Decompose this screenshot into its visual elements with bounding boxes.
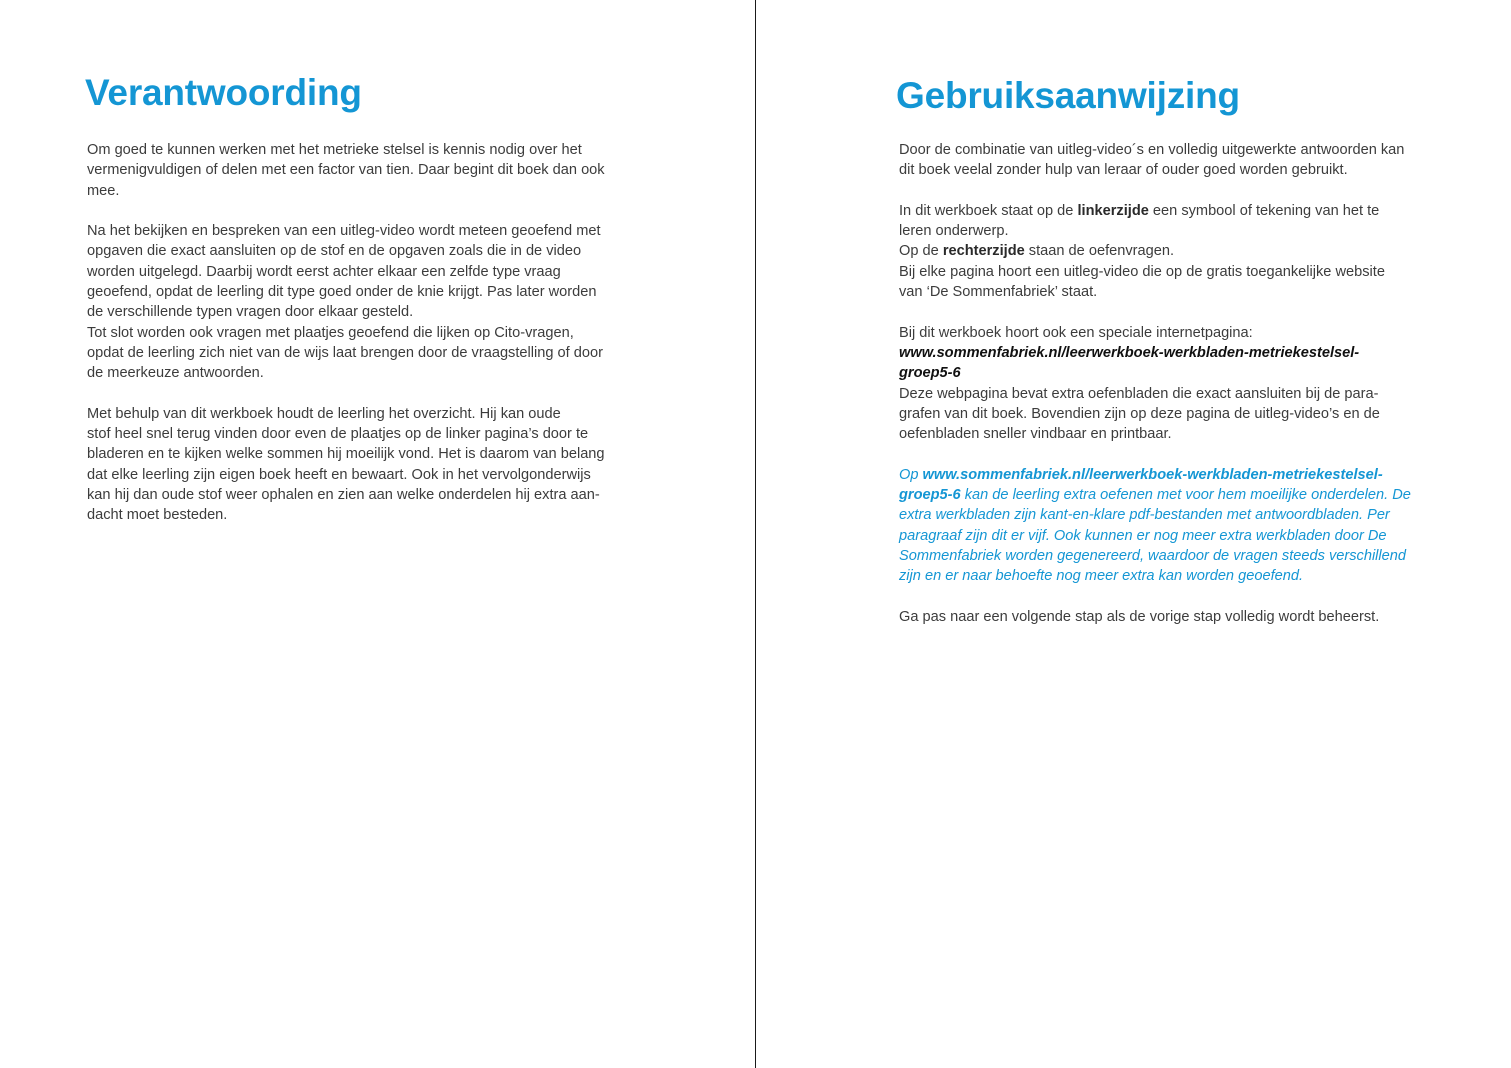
text-run: een symbool of tekening van het te — [1148, 202, 1380, 219]
paragraph — [899, 140, 1459, 181]
text-line: zijn en er naar behoefte nog meer extra kan worden geoefend. — [899, 568, 1304, 585]
url-text: groep5-6 — [899, 487, 961, 504]
text-line: Tot slot worden ook vragen met plaatjes geoefend die lijken op Cito-vragen, — [87, 324, 574, 341]
emphasis-rechterzijde: rechterzijde — [942, 243, 1025, 260]
text-line: geoefend, opdat de leerling dit type goed onder de knie krijgt. Pas later worden — [87, 284, 597, 301]
text-line: dit boek veelal zonder hulp van leraar of ouder goed worden gebruikt. — [899, 162, 1348, 179]
right-page — [756, 0, 1511, 1068]
text-run: Op — [899, 466, 923, 483]
left-page-body — [87, 140, 647, 526]
text-line — [899, 465, 1459, 485]
emphasis-linkerzijde: linkerzijde — [1077, 202, 1149, 219]
page-title: Gebruiksaanwijzing — [896, 75, 1240, 116]
text-line: Door de combinatie van uitleg-video´s en volledig uitgewerkte antwoorden kan — [899, 142, 1405, 158]
paragraph — [899, 323, 1459, 445]
text-line: dat elke leerling zijn eigen boek heeft en bewaart. Ook in het vervolgonderwijs — [87, 466, 591, 483]
text-line: extra werkbladen zijn kant-en-klare pdf-bestanden met antwoordbladen. Per — [899, 507, 1390, 524]
text-line: Sommenfabriek worden gegenereerd, waardoor de vragen steeds verschillend — [899, 547, 1407, 564]
text-line: paragraaf zijn dit er vijf. Ook kunnen er nog meer extra werkbladen door De — [899, 527, 1387, 544]
text-line — [899, 201, 1459, 221]
paragraph — [899, 607, 1459, 627]
text-line: worden uitgelegd. Daarbij wordt eerst achter elkaar een zelfde type vraag — [87, 263, 561, 280]
text-line: Na het bekijken en bespreken van een uitleg-video wordt meteen geoefend met — [87, 223, 601, 240]
text-line: de verschillende typen vragen door elkaar gesteld. — [87, 304, 414, 321]
url-text: groep5-6 — [899, 365, 961, 382]
left-page — [0, 0, 755, 1068]
paragraph — [87, 140, 647, 201]
text-line: dacht moet besteden. — [87, 507, 228, 524]
text-line: Met behulp van dit werkboek houdt de leerling het overzicht. Hij kan oude — [87, 405, 561, 422]
text-line: van ‘De Sommenfabriek’ staat. — [899, 284, 1098, 301]
text-line: leren onderwerp. — [899, 223, 1009, 240]
text-line: opgaven die exact aansluiten op de stof en de opgaven zoals die in de video — [87, 243, 582, 260]
text-line: grafen van dit boek. Bovendien zijn op deze pagina de uitleg-video’s en de — [899, 405, 1380, 422]
text-run: Op de — [899, 243, 943, 260]
text-line: Deze webpagina bevat extra oefenbladen die exact aansluiten bij de para- — [899, 385, 1379, 402]
paragraph — [87, 221, 647, 383]
text-line: Bij dit werkboek hoort ook een speciale internetpagina: — [899, 324, 1253, 341]
text-line: bladeren en te kijken welke sommen hij moeilijk vond. Het is daarom van belang — [87, 446, 605, 463]
right-page-body — [899, 140, 1459, 627]
text-line: opdat de leerling zich niet van de wijs laat brengen door de vraagstelling of door — [87, 344, 603, 361]
highlight-paragraph — [899, 465, 1459, 587]
text-line: kan hij dan oude stof weer ophalen en zien aan welke onderdelen hij extra aan- — [87, 487, 600, 504]
text-line: stof heel snel terug vinden door even de plaatjes op de linker pagina’s door te — [87, 426, 589, 443]
text-line: Bij elke pagina hoort een uitleg-video die op de gratis toegankelijke website — [899, 263, 1385, 280]
paragraph — [899, 201, 1459, 302]
text-line: oefenbladen sneller vindbaar en printbaar. — [899, 426, 1172, 443]
text-run: staan de oefenvragen. — [1024, 243, 1175, 260]
text-line: Ga pas naar een volgende stap als de vorige stap volledig wordt beheerst. — [899, 608, 1380, 625]
text-line: vermenigvuldigen of delen met een factor van tien. Daar begint dit boek dan ook — [87, 162, 605, 179]
text-line — [899, 485, 1459, 505]
text-line: de meerkeuze antwoorden. — [87, 365, 264, 382]
url-text: www.sommenfabriek.nl/leerwerkboek-werkbladen-metriekestelsel- — [899, 344, 1360, 361]
paragraph — [87, 404, 647, 526]
text-run: kan de leerling extra oefenen met voor hem moeilijke onderdelen. De — [960, 487, 1411, 504]
text-run: In dit werkboek staat op de — [899, 202, 1078, 219]
text-line — [899, 241, 1459, 261]
text-line: mee. — [87, 182, 120, 199]
page-title: Verantwoording — [85, 72, 362, 113]
url-text: www.sommenfabriek.nl/leerwerkboek-werkbladen-metriekestelsel- — [922, 466, 1383, 483]
text-line: Om goed te kunnen werken met het metrieke stelsel is kennis nodig over het — [87, 142, 582, 158]
